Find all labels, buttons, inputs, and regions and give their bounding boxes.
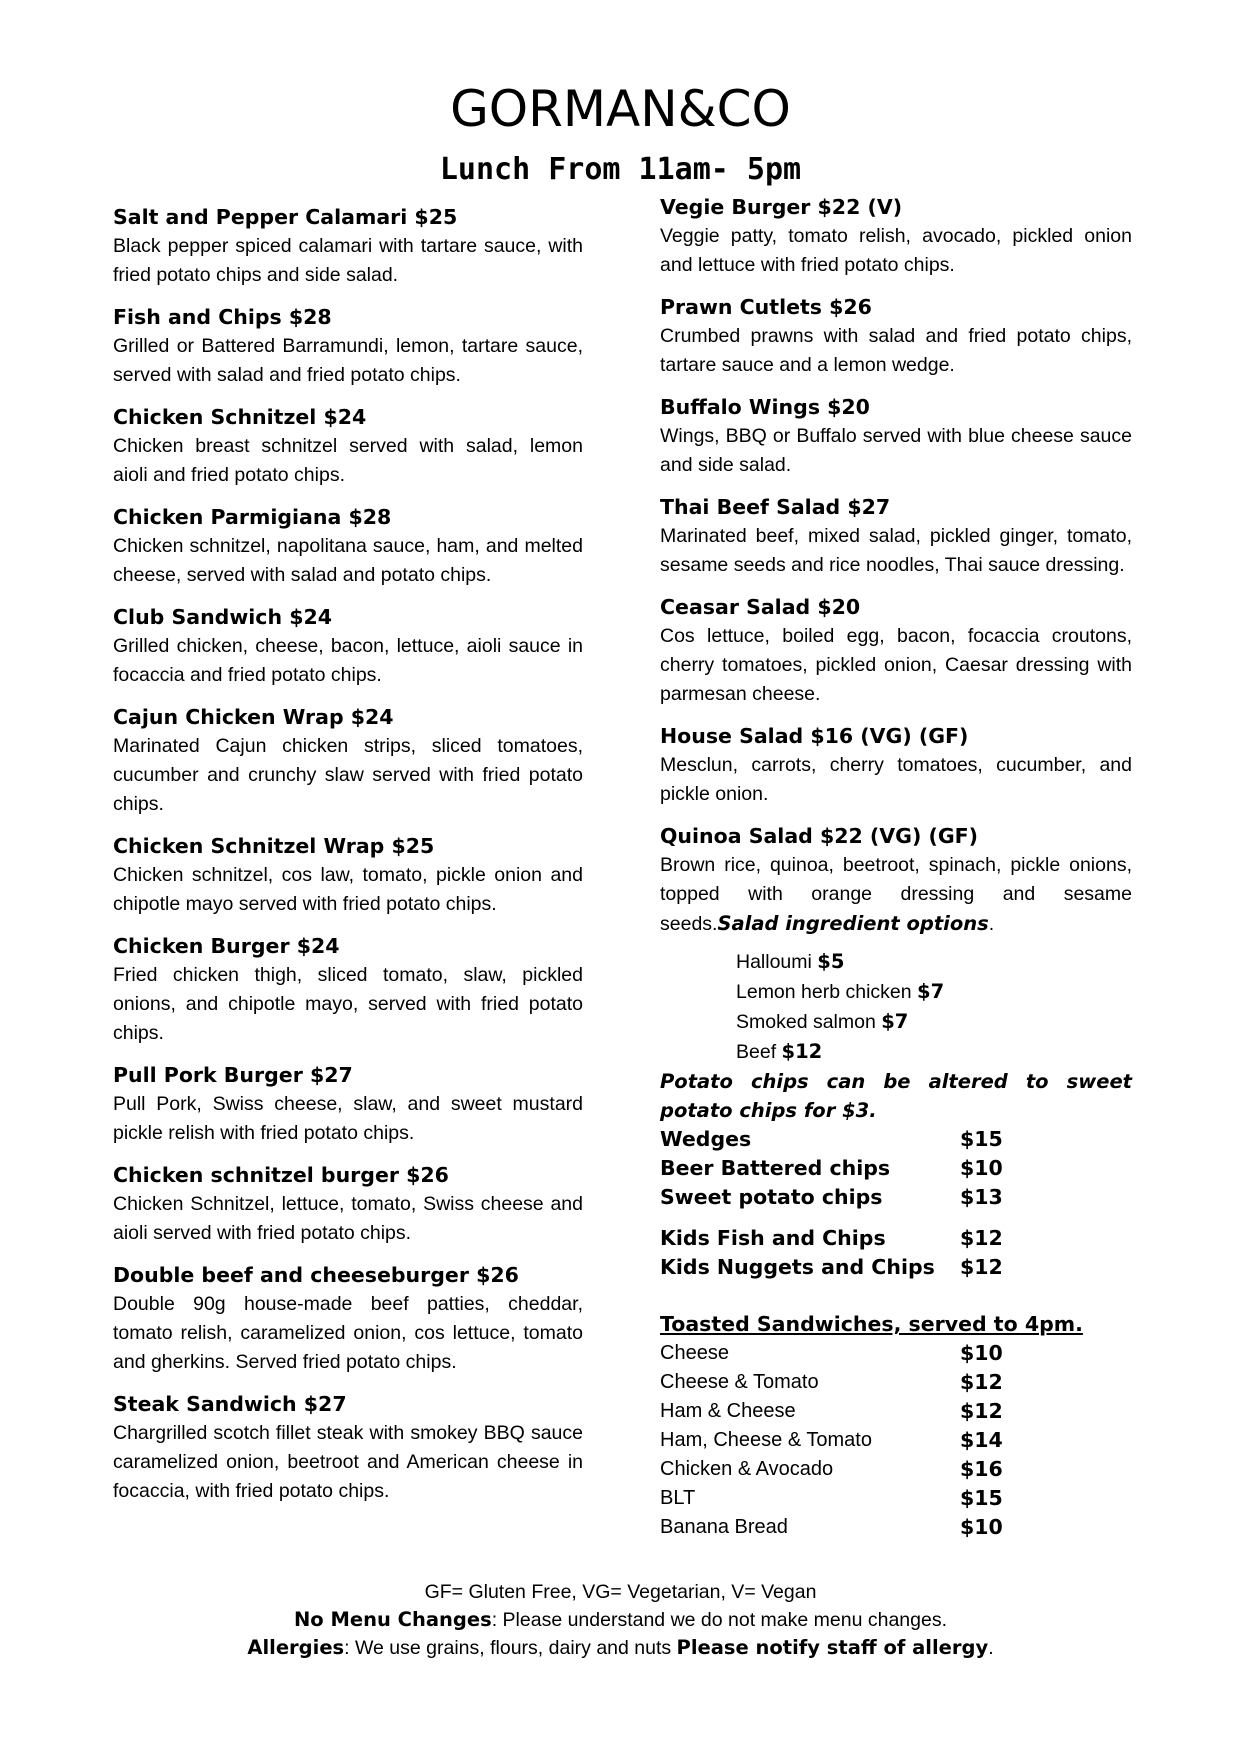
side-price: $15 (960, 1127, 1003, 1151)
allergy-text: : We use grains, flours, dairy and nuts (344, 1637, 677, 1659)
item-title: Fish and Chips $28 (113, 305, 332, 329)
changes-text: : Please understand we do not make menu changes. (491, 1609, 947, 1631)
toasted-row (660, 1513, 1132, 1542)
changes-label: No Menu Changes (293, 1608, 492, 1631)
kids-list (660, 1224, 1132, 1282)
side-row (660, 1183, 1132, 1212)
kids-name: Kids Fish and Chips (660, 1226, 886, 1250)
item-title: Cajun Chicken Wrap $24 (113, 705, 394, 729)
toasted-name: Ham & Cheese (660, 1400, 796, 1422)
option-name: Lemon herb chicken (736, 981, 918, 1003)
side-price: $13 (960, 1185, 1003, 1209)
item-description: Veggie patty, tomato relish, avocado, pickled onion and lettuce with fried potato chips. (660, 225, 1132, 276)
side-name: Sweet potato chips (660, 1185, 883, 1209)
toasted-row (660, 1368, 1132, 1397)
spacer (660, 1282, 1132, 1310)
item-description: Wings, BBQ or Buffalo served with blue cheese sauce and side salad. (660, 425, 1132, 476)
quinoa-salad-item (660, 822, 1132, 939)
item-title: Chicken Burger $24 (113, 934, 340, 958)
salad-options-list (736, 947, 1132, 1067)
menu-subtitle: Lunch From 11am- 5pm (439, 152, 802, 187)
kids-price: $12 (960, 1226, 1003, 1250)
item-description: Marinated beef, mixed salad, pickled ginger, tomato, sesame seeds and rice noodles, Thai sauce dressing. (660, 525, 1132, 576)
toasted-price: $10 (960, 1341, 1003, 1365)
item-description: Black pepper spiced calamari with tartare sauce, with fried potato chips and side salad. (113, 235, 583, 286)
toasted-name: Chicken & Avocado (660, 1458, 834, 1480)
option-price: $5 (817, 950, 845, 973)
option-name: Halloumi (736, 951, 818, 973)
option-price: $7 (881, 1010, 909, 1033)
item-description (660, 851, 1132, 939)
sides-list (660, 1125, 1132, 1212)
item-title: Vegie Burger $22 (V) (660, 195, 903, 219)
toasted-name: Banana Bread (660, 1516, 788, 1538)
item-title: Chicken Parmigiana $28 (113, 505, 392, 529)
item-description: Chicken schnitzel, napolitana sauce, ham, and melted cheese, served with salad and potato chips. (113, 535, 583, 586)
item-description: Chicken Schnitzel, lettuce, tomato, Swiss cheese and aioli served with fried potato chips. (113, 1193, 583, 1244)
salad-option (736, 1037, 1132, 1067)
side-price: $10 (960, 1156, 1003, 1180)
menu-item (113, 503, 583, 590)
toasted-name: Cheese (660, 1342, 729, 1364)
item-description: Chargrilled scotch fillet steak with smokey BBQ sauce caramelized onion, beetroot and American cheese in focaccia, with fried potato chips. (113, 1422, 583, 1502)
item-title: Chicken Schnitzel $24 (113, 405, 367, 429)
toasted-price: $16 (960, 1457, 1003, 1481)
item-description: Grilled or Battered Barramundi, lemon, tartare sauce, served with salad and fried potato chips. (113, 335, 583, 386)
menu-item (113, 1161, 583, 1248)
kids-row (660, 1224, 1132, 1253)
quinoa-desc: Brown rice, quinoa, beetroot, spinach, pickle onions, topped with orange dressing and sesame seeds. (660, 854, 1132, 935)
menu-item (660, 722, 1132, 809)
right-menu-column (660, 193, 1132, 1542)
toasted-price: $10 (960, 1515, 1003, 1539)
salad-option (736, 977, 1132, 1007)
toasted-row (660, 1426, 1132, 1455)
item-description: Cos lettuce, boiled egg, bacon, focaccia croutons, cherry tomatoes, pickled onion, Caesar dressing with parmesan cheese. (660, 625, 1132, 705)
item-title: Double beef and cheeseburger $26 (113, 1263, 519, 1287)
option-price: $12 (781, 1040, 823, 1063)
side-row (660, 1125, 1132, 1154)
menu-item (113, 203, 583, 290)
side-name: Beer Battered chips (660, 1156, 891, 1180)
item-title: Pull Pork Burger $27 (113, 1063, 353, 1087)
menu-item (113, 603, 583, 690)
item-description: Marinated Cajun chicken strips, sliced tomatoes, cucumber and crunchy slaw served with fried potato chips. (113, 735, 583, 815)
item-title: Buffalo Wings $20 (660, 395, 870, 419)
toasted-price: $12 (960, 1399, 1003, 1423)
option-price: $7 (917, 980, 945, 1003)
menu-item (660, 193, 1132, 280)
item-description: Chicken breast schnitzel served with salad, lemon aioli and fried potato chips. (113, 435, 583, 486)
kids-price: $12 (960, 1255, 1003, 1279)
item-title: Thai Beef Salad $27 (660, 495, 891, 519)
chips-note: Potato chips can be altered to sweet potato chips for $3. (660, 1070, 1132, 1122)
options-label-end: . (988, 913, 995, 935)
allergy-notice (0, 1634, 1241, 1662)
menu-item (113, 1261, 583, 1377)
item-title: Quinoa Salad $22 (VG) (GF) (660, 824, 979, 848)
item-title: Salt and Pepper Calamari $25 (113, 205, 458, 229)
option-name: Smoked salmon (736, 1011, 882, 1033)
menu-item (660, 393, 1132, 480)
menu-item (113, 932, 583, 1048)
menu-item (113, 1061, 583, 1148)
toasted-price: $12 (960, 1370, 1003, 1394)
left-menu-column (113, 203, 583, 1519)
side-row (660, 1154, 1132, 1183)
menu-footer (0, 1578, 1241, 1662)
menu-item (660, 593, 1132, 709)
item-title: House Salad $16 (VG) (GF) (660, 724, 969, 748)
option-name: Beef (736, 1041, 782, 1063)
toasted-price: $15 (960, 1486, 1003, 1510)
dietary-legend: GF= Gluten Free, VG= Vegetarian, V= Vegan (424, 1581, 817, 1603)
toasted-row (660, 1397, 1132, 1426)
toasted-row (660, 1339, 1132, 1368)
item-description: Crumbed prawns with salad and fried potato chips, tartare sauce and a lemon wedge. (660, 325, 1132, 376)
item-description: Fried chicken thigh, sliced tomato, slaw, pickled onions, and chipotle mayo, served with fried potato chips. (113, 964, 583, 1044)
restaurant-title: GORMAN&CO (450, 80, 791, 138)
item-description: Pull Pork, Swiss cheese, slaw, and sweet mustard pickle relish with fried potato chips. (113, 1093, 583, 1144)
menu-item (113, 832, 583, 919)
toasted-sandwiches-heading: Toasted Sandwiches, served to 4pm. (660, 1312, 1083, 1336)
item-title: Chicken Schnitzel Wrap $25 (113, 834, 435, 858)
item-title: Ceasar Salad $20 (660, 595, 861, 619)
salad-options-label: Salad ingredient options (717, 912, 989, 935)
item-description: Mesclun, carrots, cherry tomatoes, cucumber, and pickle onion. (660, 754, 1132, 805)
item-description: Double 90g house-made beef patties, cheddar, tomato relish, caramelized onion, cos lettuce, tomato and gherkins. Served fried potato chips. (113, 1293, 583, 1373)
menu-item (660, 293, 1132, 380)
menu-item (113, 403, 583, 490)
toasted-name: BLT (660, 1487, 696, 1509)
toasted-price: $14 (960, 1428, 1003, 1452)
item-description: Chicken schnitzel, cos law, tomato, pickle onion and chipotle mayo served with fried potato chips. (113, 864, 583, 915)
toasted-row (660, 1455, 1132, 1484)
kids-row (660, 1253, 1132, 1282)
spacer (660, 1212, 1132, 1224)
toasted-name: Ham, Cheese & Tomato (660, 1429, 872, 1451)
side-name: Wedges (660, 1127, 752, 1151)
menu-item (113, 303, 583, 390)
allergy-notify: Please notify staff of allergy (676, 1636, 989, 1659)
salad-option (736, 947, 1132, 977)
menu-item (660, 493, 1132, 580)
menu-changes-notice (0, 1606, 1241, 1634)
item-title: Club Sandwich $24 (113, 605, 332, 629)
item-description: Grilled chicken, cheese, bacon, lettuce, aioli sauce in focaccia and fried potato chips. (113, 635, 583, 686)
toasted-list (660, 1339, 1132, 1542)
kids-name: Kids Nuggets and Chips (660, 1255, 935, 1279)
toasted-name: Cheese & Tomato (660, 1371, 819, 1393)
menu-item (113, 703, 583, 819)
toasted-row (660, 1484, 1132, 1513)
salad-option (736, 1007, 1132, 1037)
allergy-end: . (988, 1637, 994, 1659)
menu-item (113, 1390, 583, 1506)
item-title: Steak Sandwich $27 (113, 1392, 347, 1416)
allergy-label: Allergies (247, 1636, 345, 1659)
item-title: Prawn Cutlets $26 (660, 295, 872, 319)
item-title: Chicken schnitzel burger $26 (113, 1163, 449, 1187)
